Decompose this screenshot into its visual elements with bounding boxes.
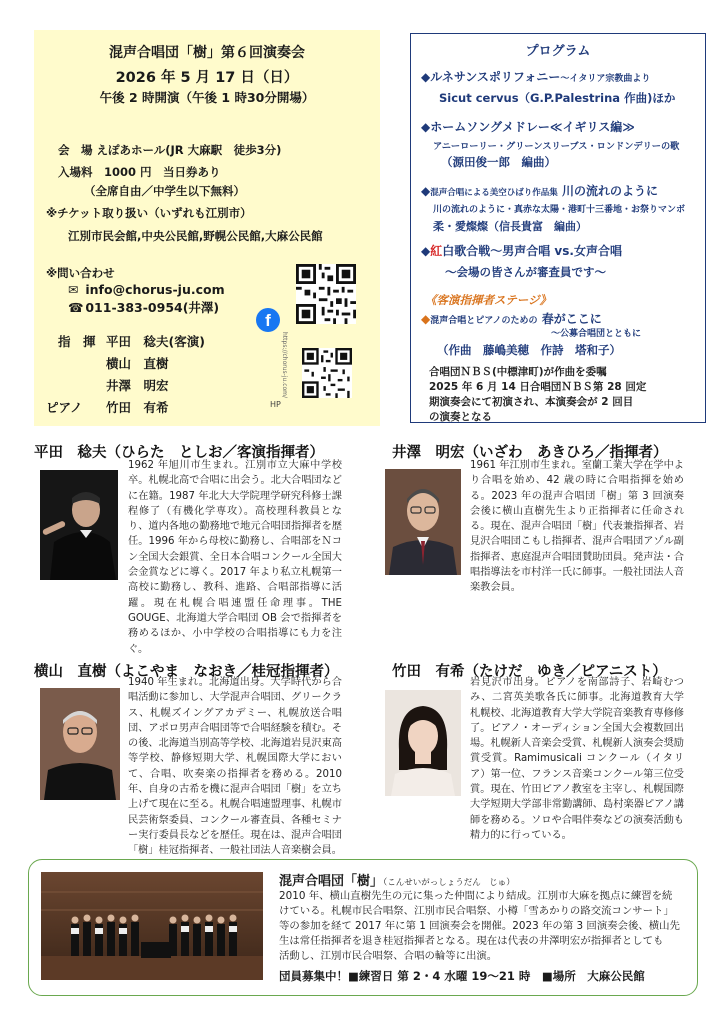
diamond-icon: ◆	[421, 312, 431, 326]
profile-name-hirata: 平田 稔夫（ひらた としお／客演指揮者）	[34, 445, 324, 461]
program-heading: プログラム	[525, 44, 591, 59]
mail-icon: ✉	[68, 282, 79, 297]
guest-stage-piece: ◆混声合唱とピアノのための 春がここに	[421, 312, 602, 326]
diamond-icon: ◆	[421, 244, 431, 258]
photo-hirata	[40, 470, 118, 580]
profile-name-izawa: 井澤 明宏（いざわ あきひろ／指揮者）	[392, 445, 668, 461]
choir-body-2: けている。札幌市民合唱祭、江別市民合唱祭、小樽「雪あかりの路交流コンサート」	[279, 905, 674, 917]
event-venue: 会 場 えぽあホール(JR 大麻駅 徒歩3分)	[58, 143, 282, 157]
qr-code-icon	[296, 264, 356, 324]
conductor-2: 横山 直樹	[106, 356, 169, 371]
conductor-3: 井澤 明宏	[106, 378, 169, 393]
program-note-2: 2025 年 6 月 14 日合唱団ＮＢＳ第 28 回定	[429, 381, 647, 393]
choir-body-3: 等の参加を経て 2017 年に第 1 回演奏会を開催。2023 年の第 3 回演奏会後、横山先	[279, 920, 680, 932]
choir-ruby: （こんせいがっしょうだん じゅ）	[383, 878, 515, 888]
program-item-3-sub: 川の流れのように・真赤な太陽・港町十三番地・お祭りマンボ	[433, 205, 686, 215]
program-item-2-arranger: （源田俊一郎 編曲）	[441, 155, 556, 169]
qr-code-facebook[interactable]	[296, 264, 356, 324]
choir-photo	[41, 872, 263, 980]
program-item-2: ◆ホームソングメドレー≪イギリス編≫	[421, 120, 635, 134]
qr-code-icon	[302, 348, 352, 398]
qr-url-text: https://chorus-ju.com/	[281, 332, 288, 399]
contact-phone[interactable]: ☎ 011-383-0954(井澤)	[68, 300, 220, 315]
choir-body-4: 生は常任指揮者を退き桂冠指揮者となる。現在は代表の井澤明宏が指揮者としても	[279, 935, 664, 947]
hp-label: HP	[270, 400, 281, 409]
profile-bio-hirata: 1962 年旭川市生まれ。江別市立大麻中学校卒。札幌北高で合唱に出会う。北大合唱団などに在籍。1987 年北大大学院理学研究科修士課程修了（有機化学専攻）。高校理科教員となり、道内各地の勤務地で地元合唱団指揮者を歴任。1996 年から母校に勤務し、合唱部をＮコン全国大会銀賞、全日本合唱コンクール全国大会金賞などに導く。2017 年より私立札幌第一高校に勤務し、教科、進路、合唱部指導に活躍。現在札幌合唱連盟任命理事。THE GOUGE、北海道大学合唱団 OB 会で指揮者を務めるほか、小中学校の合唱指導にも力を注ぐ。	[128, 460, 342, 655]
guest-stage-heading: 《客演指揮者ステージ》	[425, 293, 552, 307]
choir-heading	[279, 870, 515, 889]
event-title: 混声合唱団「樹」第６回演奏会	[109, 45, 305, 61]
event-date: 2026 年 5 月 17 日（日）	[115, 70, 299, 86]
choir-title: 混声合唱団「樹」	[279, 874, 384, 889]
photo-izawa	[385, 469, 461, 575]
diamond-icon: ◆	[421, 120, 431, 134]
program-item-1-sub: Sicut cervus（G.P.Palestrina 作曲)ほか	[439, 91, 676, 105]
program-note-3: 期演奏会にて初演され、本演奏会が 2 回目	[429, 396, 634, 408]
choir-recruit: 団員募集中！■練習日 第 2・4 水曜 19～21 時 ■場所 大麻公民館	[279, 969, 645, 983]
choir-info-box	[28, 859, 698, 996]
program-item-2-sub: アニーローリー・グリーンスリーブス・ロンドンデリーの歌	[433, 141, 680, 152]
pianist-name: 竹田 有希	[106, 400, 169, 415]
ticket-places: 江別市民会館,中央公民館,野幌公民館,大麻公民館	[68, 229, 323, 243]
program-item-3-arranger: 柔・愛燦燦（信長貴富 編曲）	[433, 220, 587, 233]
diamond-icon: ◆	[421, 184, 431, 198]
diamond-icon: ◆	[421, 70, 431, 84]
photo-yokoyama	[40, 688, 120, 800]
profile-bio-takeda: 岩見沢市出身。ピアノを南部詩子、岩崎むつみ、二宮英美歌各氏に師事。北海道教育大学札幌校、北海道教育大学大学院音楽教育専修修了。ピアノ・オーディション全国大会複数回出場。札幌新人音楽会受賞、札幌新人演奏会奨励賞受賞。Ramimusicali コンクール（イタリア）第一位、フランス音楽コンクール第三位受賞。現在、竹田ピアノ教室を主宰し、札幌国際大学短期大学部非常勤講師、島村楽器ピアノ講師を務める。ソロや合唱伴奏などの演奏活動も精力的に行っている。	[470, 677, 684, 841]
profile-name-yokoyama: 横山 直樹（よこやま なおき／桂冠指揮者）	[34, 664, 339, 680]
profile-name-takeda: 竹田 有希（たけだ ゆき／ピアニスト）	[392, 664, 667, 680]
choir-body-1: 2010 年、横山直樹先生の元に集った仲間により結成。江別市大麻を拠点に練習を続	[279, 890, 673, 902]
event-fee-note: （全席自由／中学生以下無料）	[84, 184, 245, 198]
choir-body-5: 活動し、江別市民合唱祭、合唱の輪等に出演。	[279, 950, 498, 962]
guest-stage-sub: ～公募合唱団とともに	[551, 329, 642, 339]
qr-code-homepage[interactable]	[302, 348, 352, 398]
program-item-4: ◆紅白歌合戦～男声合唱 vs.女声合唱	[421, 244, 622, 258]
program-item-4-sub: ～会場の皆さんが審査員です～	[445, 265, 606, 279]
program-box	[410, 33, 706, 423]
event-time: 午後 2 時開演（午後 1 時30分開場）	[99, 90, 315, 105]
program-item-3: ◆混声合唱による美空ひばり作品集 川の流れのように	[421, 184, 658, 198]
facebook-icon[interactable]: f	[256, 308, 280, 332]
program-note-4: の演奏となる	[429, 411, 492, 423]
program-item-1: ◆ルネサンスポリフォニー～イタリア宗教曲より	[421, 70, 651, 84]
conductor-label: 指 揮	[58, 334, 96, 349]
photo-takeda	[385, 690, 461, 796]
conductor-1: 平田 稔夫(客演)	[106, 334, 205, 349]
profile-bio-izawa: 1961 年江別市生まれ。室蘭工業大学在学中より合唱を始め、42 歳の時に合唱指揮を始める。2023 年の混声合唱団「樹」第 3 回演奏会後に横山直樹先生より正指揮者に任命される。現在、混声合唱団「樹」代表兼指揮者、岩見沢合唱団こもし指揮者、混声合唱団アゾル副指揮者、恵庭混声合唱団賛助団員。発声法・合唱指導法を市村洋一氏に師事。一般社団法人音楽教会員。	[470, 460, 684, 594]
event-fee: 入場料 1000 円 当日券あり	[58, 165, 221, 179]
phone-icon: ☎	[68, 300, 84, 315]
ticket-heading: ※チケット取り扱い（いずれも江別市）	[46, 206, 252, 220]
event-info-box	[34, 30, 380, 426]
program-note-1: 合唱団ＮＢＳ(中標津町)が作曲を委嘱	[429, 366, 607, 378]
contact-heading: ※問い合わせ	[46, 266, 115, 280]
profile-bio-yokoyama: 1940 年生まれ。北海道出身。大学時代から合唱活動に参加し、大学混声合唱団、グリークラス、札幌ズイングアカデミー、札幌放送合唱団、アポロ男声合唱団等で合唱経験を積む。その後、北海道当別高等学校、北海道岩見沢東高等学校、静修短期大学、札幌国際大学において、合唱、吹奏楽の指揮者を務める。2010 年、自身の古希を機に混声合唱団「樹」を立ち上げて現在に至る。札幌合唱連盟理事、札幌市民芸術祭委員、コンクール審査員、各種セミナー実行委員長などを歴任。現在は、混声合唱団「樹」桂冠指揮者、一般社団法人音楽樹会員。	[128, 677, 342, 857]
piano-label: ピアノ	[46, 400, 83, 415]
guest-stage-credits: （作曲 藤嶋美穂 作詩 塔和子）	[437, 343, 621, 357]
contact-email[interactable]: ✉ info@chorus-ju.com	[68, 282, 225, 297]
